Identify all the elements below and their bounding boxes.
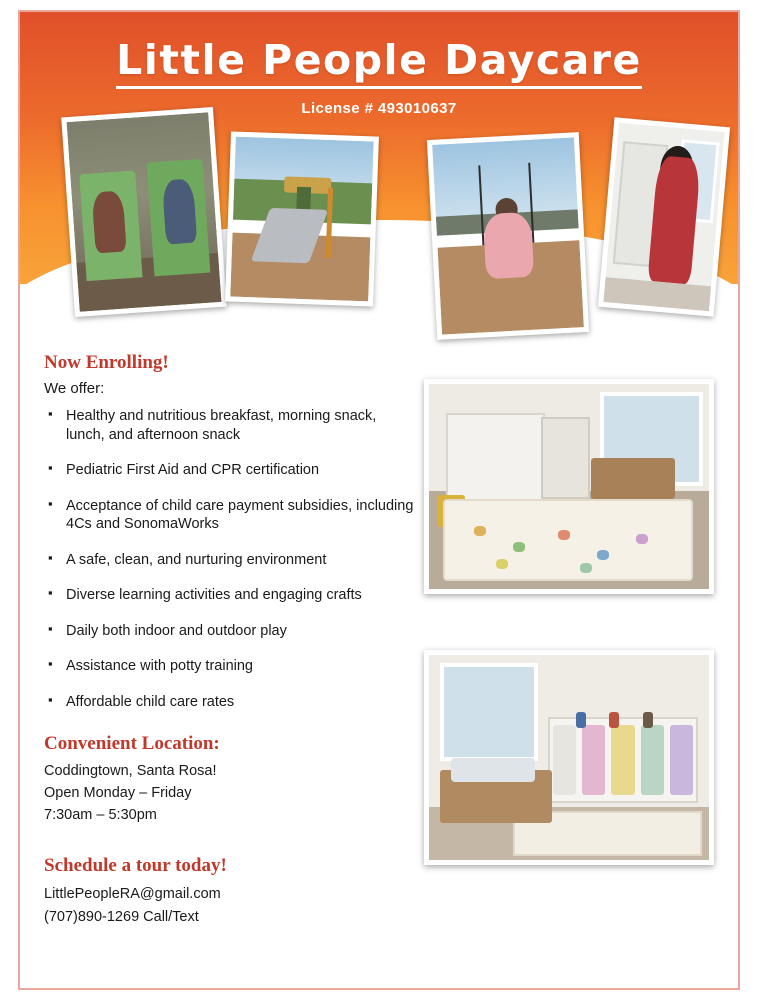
now-enrolling-heading: Now Enrolling!: [44, 352, 169, 373]
flyer-page: [18, 10, 740, 990]
list-item: ▪ Pediatric First Aid and CPR certification: [44, 461, 416, 480]
location-heading: Convenient Location:: [44, 733, 220, 755]
schedule-tour-heading: Schedule a tour today!: [44, 854, 227, 876]
offers-list: [44, 407, 416, 711]
list-item: ▪ A safe, clean, and nurturing environment: [44, 551, 416, 570]
phone-number[interactable]: (707)890-1269 Call/Text: [44, 908, 199, 925]
flyer-body: [44, 352, 416, 929]
photo-two-children-in-green-chairs: [61, 107, 227, 317]
photo-playground-slide: [225, 131, 379, 306]
hours-time-line: 7:30am – 5:30pm: [44, 806, 157, 823]
list-item: ▪ Affordable child care rates: [44, 693, 416, 712]
photo-play-area-with-cubby-shelf: [424, 650, 714, 865]
location-line: Coddingtown, Santa Rosa!: [44, 763, 217, 780]
contact-block: [44, 855, 416, 929]
photo-child-at-play-kitchen: [598, 117, 730, 316]
list-item: ▪ Daily both indoor and outdoor play: [44, 622, 416, 641]
list-item: ▪ Healthy and nutritious breakfast, morning snack, lunch, and afternoon snack: [44, 407, 416, 444]
list-item: ▪ Diverse learning activities and engaging crafts: [44, 586, 416, 605]
photo-child-on-swing: [427, 132, 589, 340]
list-item: ▪ Assistance with potty training: [44, 657, 416, 676]
list-item: ▪ Acceptance of child care payment subsidies, including 4Cs and SonomaWorks: [44, 497, 416, 534]
email-address[interactable]: LittlePeopleRA@gmail.com: [44, 885, 221, 902]
hours-days-line: Open Monday – Friday: [44, 785, 192, 802]
license-number: License # 493010637: [301, 100, 457, 117]
page-title: [20, 36, 738, 84]
location-block: [44, 733, 416, 826]
we-offer-label: We offer:: [44, 380, 105, 397]
photo-playroom-with-animal-rug: [424, 379, 714, 594]
page-title-text: Little People Daycare: [116, 36, 642, 89]
